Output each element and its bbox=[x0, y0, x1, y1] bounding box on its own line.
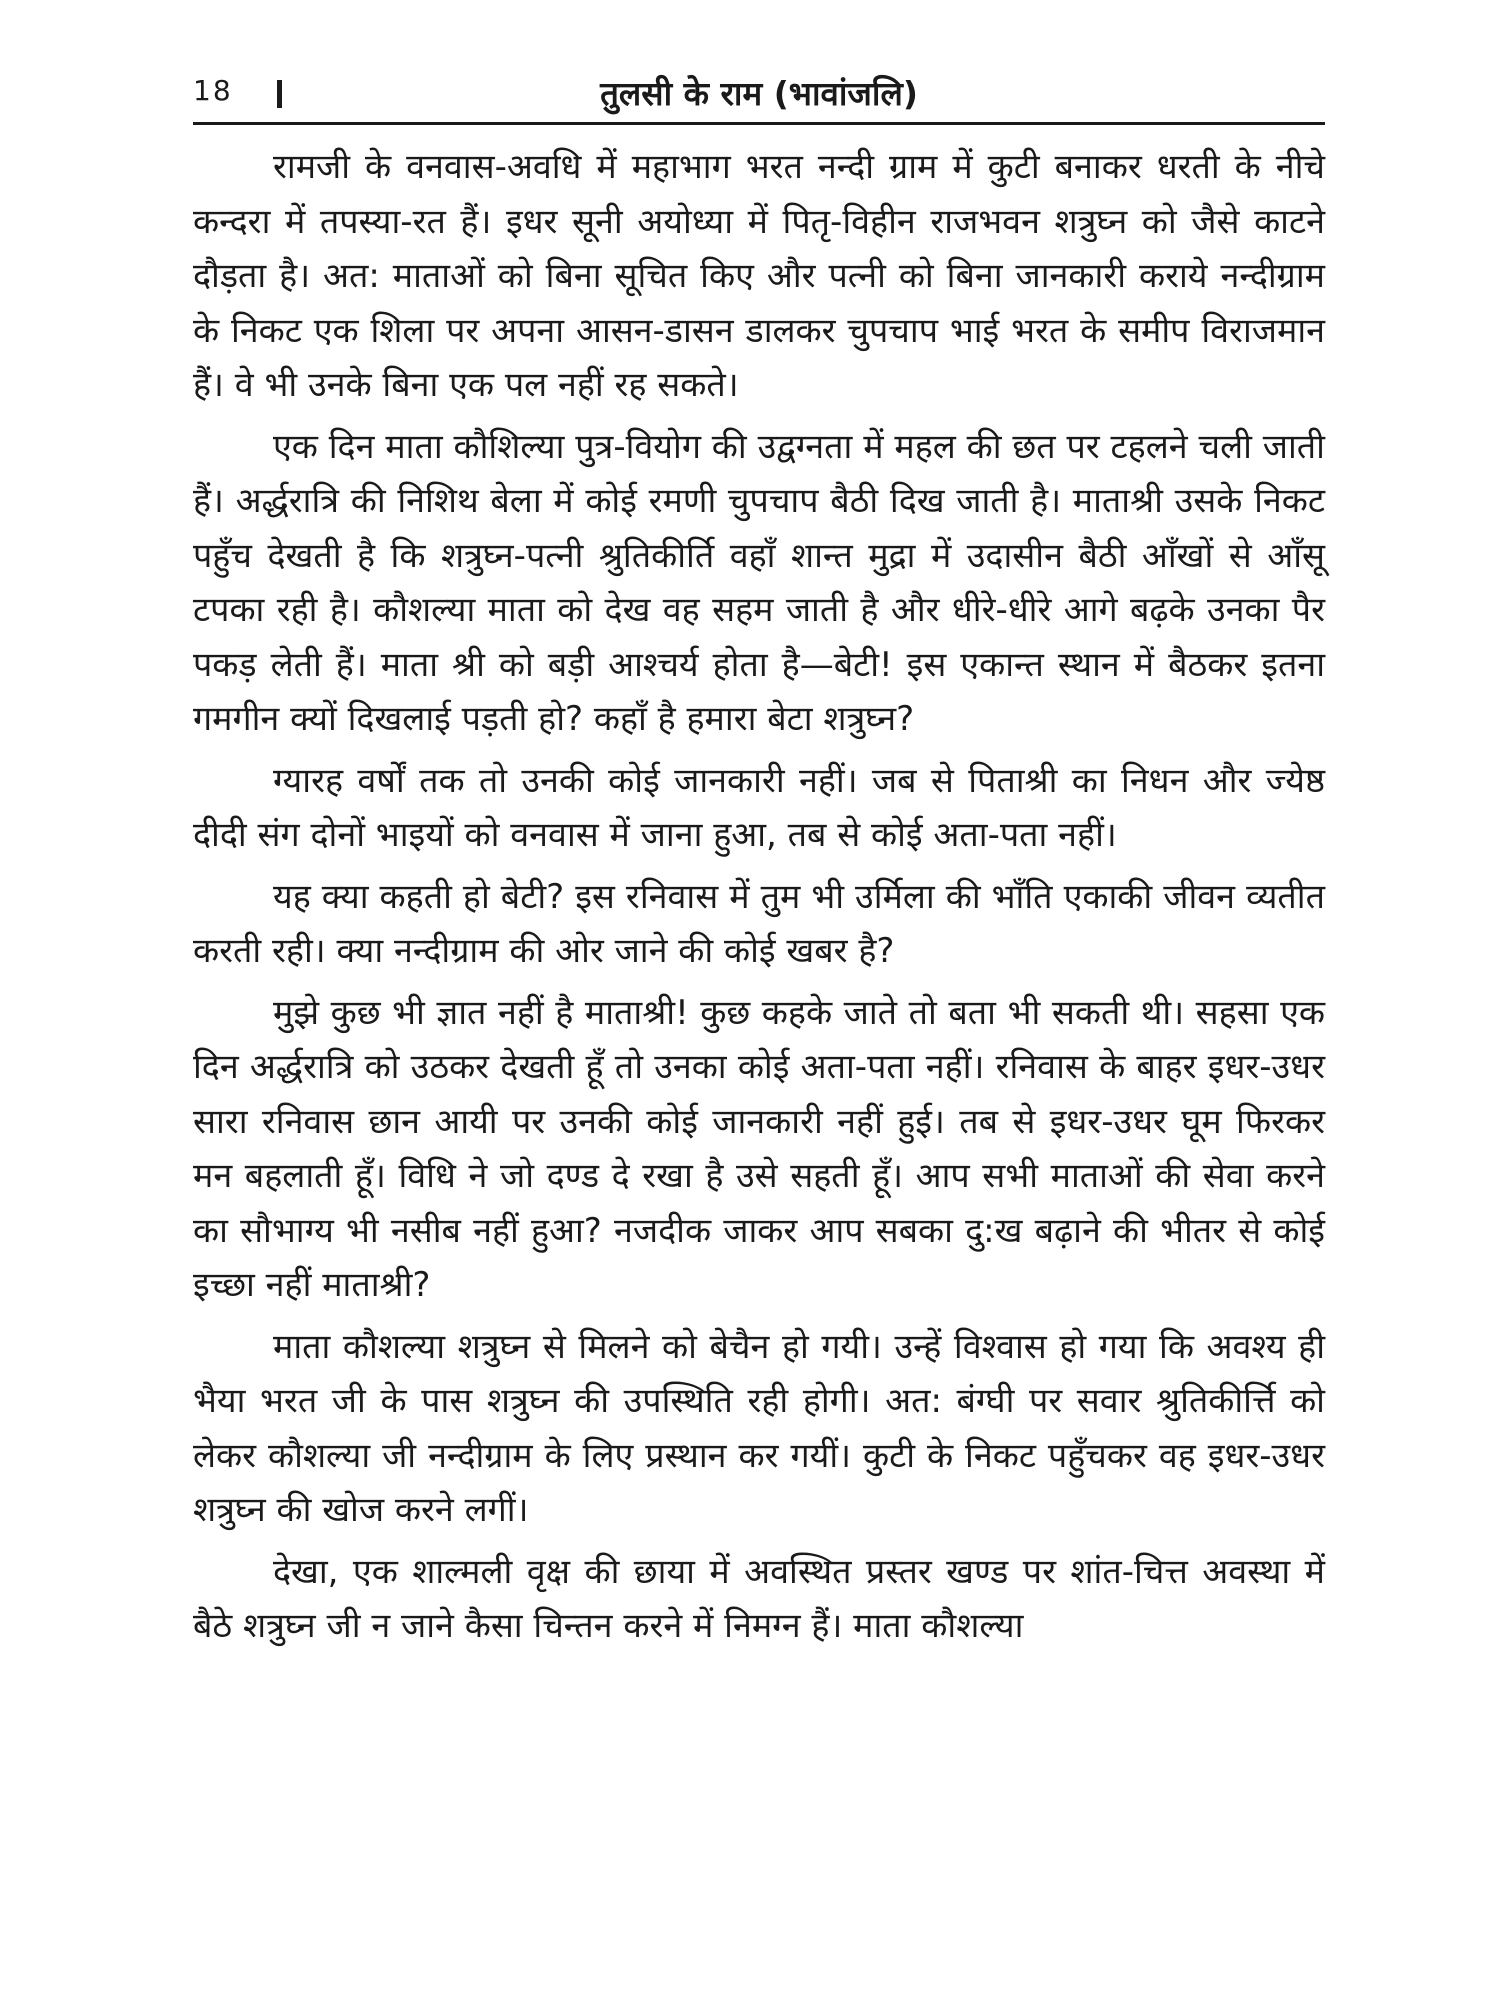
paragraph-5: मुझे कुछ भी ज्ञात नहीं है माताश्री! कुछ कहके जाते तो बता भी सकती थी। सहसा एक दिन अर्द्धरात्रि को उठकर देखती हूँ तो उनका कोई अता-पता नहीं। रनिवास के बाहर इधर-उधर सारा रनिवास छान आयी पर उनकी कोई जानकारी नहीं हुई। तब से इधर-उधर घूम फिरकर मन बहलाती हूँ। विधि ने जो दण्ड दे रखा है उसे सहती हूँ। आप सभी माताओं की सेवा करने का सौभाग्य भी नसीब नहीं हुआ? नजदीक जाकर आप सबका दु:ख बढ़ाने की भीतर से कोई इच्छा नहीं माताश्री? bbox=[193, 992, 1325, 1305]
paragraph-3: ग्यारह वर्षों तक तो उनकी कोई जानकारी नहीं। जब से पिताश्री का निधन और ज्येष्ठ दीदी संग दोनों भाइयों को वनवास में जाना हुआ, तब से कोई अता-पता नहीं। bbox=[193, 760, 1325, 855]
paragraph-4: यह क्या कहती हो बेटी? इस रनिवास में तुम भी उर्मिला की भाँति एकाकी जीवन व्यतीत करती रही। क्या नन्दीग्राम की ओर जाने की कोई खबर है? bbox=[193, 876, 1325, 971]
body-text bbox=[193, 140, 1325, 1661]
page-number: 18 bbox=[193, 74, 233, 107]
page-header bbox=[193, 70, 1325, 120]
paragraph-2: एक दिन माता कौशिल्या पुत्र-वियोग की उद्वग्नता में महल की छत पर टहलने चली जाती हैं। अर्द्धरात्रि की निशिथ बेला में कोई रमणी चुपचाप बैठी दिख जाती है। माताश्री उसके निकट पहुँच देखती है कि शत्रुघ्न-पत्नी श्रुतिकीर्ति वहाँ शान्त मुद्रा में उदासीन बैठी आँखों से आँसू टपका रही है। कौशल्या माता को देख वह सहम जाती है और धीरे-धीरे आगे बढ़के उनका पैर पकड़ लेती हैं। माता श्री को बड़ी आश्चर्य होता है—बेटी! इस एकान्त स्थान में बैठकर इतना गमगीन क्यों दिखलाई पड़ती हो? कहाँ है हमारा बेटा शत्रुघ्न? bbox=[193, 426, 1325, 739]
header-rule bbox=[193, 122, 1325, 125]
running-title: तुलसी के राम (भावांजलि) bbox=[600, 74, 918, 113]
paragraph-1: रामजी के वनवास-अवधि में महाभाग भरत नन्दी ग्राम में कुटी बनाकर धरती के नीचे कन्दरा में तपस्या-रत हैं। इधर सूनी अयोध्या में पितृ-विहीन राजभवन शत्रुघ्न को जैसे काटने दौड़ता है। अत: माताओं को बिना सूचित किए और पत्नी को बिना जानकारी कराये नन्दीग्राम के निकट एक शिला पर अपना आसन-डासन डालकर चुपचाप भाई भरत के समीप विराजमान हैं। वे भी उनके बिना एक पल नहीं रह सकते। bbox=[193, 147, 1325, 405]
paragraph-7: देखा, एक शाल्मली वृक्ष की छाया में अवस्थित प्रस्तर खण्ड पर शांत-चित्त अवस्था में बैठे शत्रुघ्न जी न जाने कैसा चिन्तन करने में निमग्न हैं। माता कौशल्या bbox=[193, 1551, 1325, 1646]
paragraph-6: माता कौशल्या शत्रुघ्न से मिलने को बेचैन हो गयी। उन्हें विश्वास हो गया कि अवश्य ही भैया भरत जी के पास शत्रुघ्न की उपस्थिति रही होगी। अत: बंग्घी पर सवार श्रुतिकीर्त्ति को लेकर कौशल्या जी नन्दीग्राम के लिए प्रस्थान कर गयीं। कुटी के निकट पहुँचकर वह इधर-उधर शत्रुघ्न की खोज करने लगीं। bbox=[193, 1326, 1325, 1530]
